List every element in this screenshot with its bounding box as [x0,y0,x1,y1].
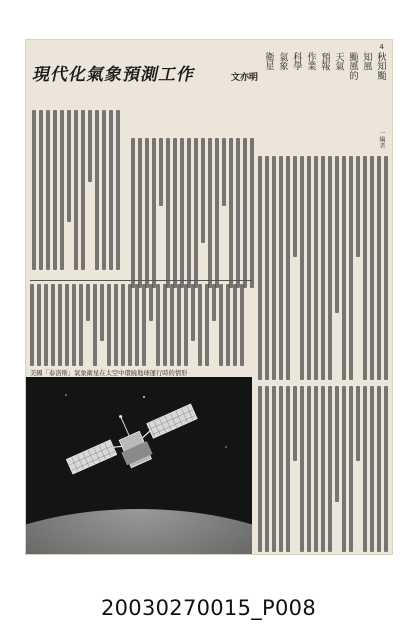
text-line [219,284,223,366]
abstract-column: 衛星 [263,52,274,71]
text-line [342,156,346,380]
text-line [53,110,57,270]
text-line [95,110,99,270]
text-line [79,284,83,366]
text-line [184,284,188,366]
text-line [128,284,132,366]
text-line [149,284,153,321]
abstract-column: 科學 [291,52,302,71]
text-line [194,138,198,288]
text-line [356,386,360,461]
text-line [265,156,269,380]
text-line [142,284,146,366]
text-line [212,284,216,321]
text-line [93,284,97,366]
text-line [86,284,90,321]
text-line [65,284,69,366]
text-line [37,284,41,366]
page-number: 4 [379,43,384,51]
text-line [51,284,55,366]
article-author: 文亦明 [231,73,259,83]
text-line [321,386,325,552]
body-text-block [30,110,122,270]
text-line [72,284,76,366]
text-line [32,110,36,270]
satellite-illustration [26,377,252,554]
text-line [107,284,111,366]
text-line [293,386,297,461]
text-line [81,110,85,270]
abstract-signature: 一編者 [378,130,385,149]
text-line [363,386,367,552]
text-line [328,156,332,380]
body-text-block [30,284,246,366]
text-line [201,138,205,243]
text-line [39,110,43,270]
text-line [102,110,106,270]
text-line [279,156,283,380]
text-line [121,284,125,366]
text-line [384,386,388,552]
text-line [198,284,202,366]
text-line [349,386,353,552]
text-line [100,284,104,341]
text-line [272,156,276,380]
text-line [222,138,226,206]
text-line [265,386,269,552]
text-line [300,386,304,552]
text-line [342,386,346,552]
body-text-block [256,386,390,552]
text-line [321,156,325,380]
body-text-block [126,138,256,288]
text-line [300,156,304,380]
text-line [363,156,367,380]
text-line [163,284,167,366]
text-line [138,138,142,288]
text-line [293,156,297,257]
text-line [156,284,160,366]
text-line [159,138,163,206]
text-line [135,284,139,366]
text-line [335,386,339,502]
text-line [349,156,353,380]
text-line [177,284,181,366]
text-line [377,156,381,380]
text-line [215,138,219,288]
abstract-column: 作業 [305,52,316,71]
article-title: 現代化氣象預測工作 [30,65,198,85]
abstract-column: 天氣 [333,52,344,71]
text-line [114,284,118,366]
satellite-photo [26,377,252,554]
text-line [44,284,48,366]
text-line [226,284,230,366]
text-line [205,284,209,366]
text-line [307,386,311,552]
text-line [208,138,212,288]
text-line [88,110,92,182]
text-line [187,138,191,288]
text-line [314,386,318,552]
text-line [109,110,113,270]
text-line [229,138,233,288]
text-line [314,156,318,380]
text-line [166,138,170,288]
text-line [286,156,290,380]
text-line [258,156,262,380]
text-line [180,138,184,288]
text-line [152,138,156,288]
magazine-page [26,40,392,554]
body-text-block [256,156,390,380]
abstract-column: 颱風的 [347,52,358,81]
text-line [74,110,78,270]
text-line [131,138,135,288]
text-line [335,156,339,313]
text-line [116,110,120,270]
text-line [307,156,311,380]
abstract-column: 預報 [319,52,330,71]
text-line [370,386,374,552]
text-line [145,138,149,288]
text-line [328,386,332,552]
photo-caption: 美國「泰洛斯」氣象衛星在太空中環繞地球運行時的情形 [30,370,188,377]
text-line [272,386,276,552]
text-line [191,284,195,341]
section-divider [30,280,252,281]
abstract-column: 秋知颱 [375,52,386,81]
archive-id: 20030270015_P008 [100,596,316,620]
abstract-column: 知風 [361,52,372,71]
text-line [240,284,244,366]
text-line [370,156,374,380]
text-line [286,386,290,552]
abstract-column: 氣象 [277,52,288,71]
text-line [233,284,237,366]
text-line [173,138,177,288]
text-line [58,284,62,366]
text-line [243,138,247,288]
text-line [384,156,388,380]
text-line [67,110,71,222]
text-line [236,138,240,288]
text-line [258,386,262,552]
text-line [279,386,283,552]
text-line [377,386,381,552]
text-line [356,156,360,257]
text-line [60,110,64,270]
text-line [250,138,254,288]
text-line [46,110,50,270]
text-line [170,284,174,366]
editor-abstract [258,52,386,150]
text-line [30,284,34,366]
